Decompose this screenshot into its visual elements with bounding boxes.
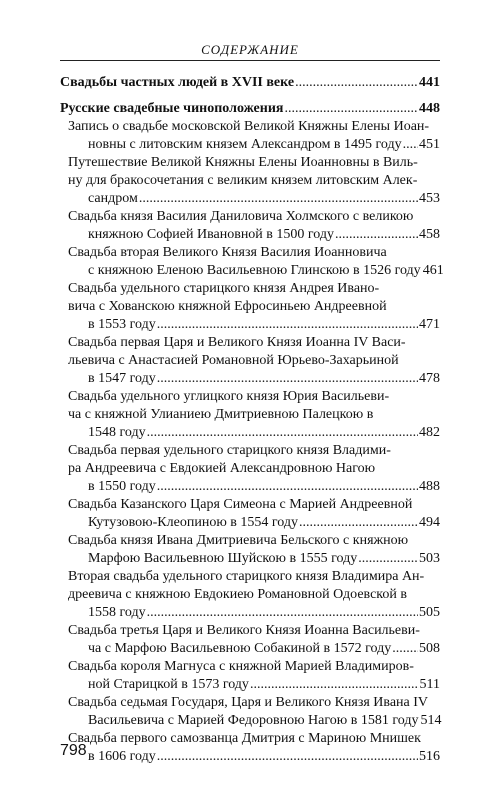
toc-entry-line: ну для бракосочетания с великим князем литовским Алек-: [68, 173, 418, 188]
dot-leader: [299, 514, 418, 532]
toc-entry: [60, 568, 440, 622]
toc-entry-title: Русские свадебные чиноположения: [60, 101, 284, 116]
toc-page-ref: 441: [419, 75, 440, 90]
toc-entry-title: в 1547 году: [88, 371, 156, 386]
toc-entry: [60, 154, 440, 208]
dot-leader: [403, 136, 418, 154]
toc-entry-last-line: [60, 712, 440, 730]
toc-entry: [60, 244, 444, 280]
toc-entry-last-line: [60, 262, 444, 280]
toc-entry-title: в 1550 году: [88, 479, 156, 494]
toc-page-ref: 453: [419, 191, 440, 206]
toc-entry-title: княжною Софией Ивановной в 1500 году: [88, 227, 335, 242]
toc-entry-line: Свадьба Казанского Царя Симеона с Марией Андреевной: [68, 497, 413, 512]
toc-entry-line: Свадьба первая Царя и Великого Князя Иоанна IV Васи-: [68, 335, 406, 350]
toc-entry-line: Свадьба третья Царя и Великого Князя Иоанна Васильеви-: [68, 623, 420, 638]
toc-entry-line: Свадьба князя Ивана Дмитриевича Бельского с княжною: [68, 533, 409, 548]
toc-page-ref: 508: [419, 641, 440, 656]
toc-entry-line: льевича с Анастасией Романовной Юрьево-Захарьиной: [68, 353, 399, 368]
toc-entry: [60, 730, 440, 766]
toc-entry-last-line: [60, 676, 440, 694]
toc-entry-last-line: [60, 136, 440, 154]
dot-leader: [392, 640, 418, 658]
toc-entry-last-line: [60, 370, 440, 388]
dot-leader: [147, 424, 418, 442]
toc-entry-title: Марфою Васильевною Шуйскою в 1555 году: [88, 551, 358, 566]
toc-entry-line: Запись о свадьбе московской Великой Княжны Елены Иоан-: [68, 119, 430, 134]
running-head: СОДЕРЖАНИЕ: [60, 42, 440, 61]
toc-entry-title: Свадьбы частных людей в XVII веке: [60, 75, 295, 90]
dot-leader: [335, 226, 418, 244]
toc-entry: [60, 208, 440, 244]
toc-entry: [60, 694, 440, 730]
toc-page-ref: 503: [419, 551, 440, 566]
toc-page-ref: 511: [419, 677, 440, 692]
toc-page-ref: 478: [419, 371, 440, 386]
toc-page-ref: 451: [419, 137, 440, 152]
toc-page-ref: 516: [419, 749, 440, 764]
dot-leader: [284, 100, 418, 118]
toc-entry: [60, 334, 440, 388]
toc-entry-last-line: [60, 316, 440, 334]
toc-entry-title: с княжною Еленою Васильевною Глинскою в 1526 году: [88, 263, 421, 278]
dot-leader: [157, 316, 418, 334]
toc-entry: [60, 388, 440, 442]
toc-entry-last-line: [60, 190, 440, 208]
toc-page: [60, 42, 444, 766]
toc-entry: [60, 280, 440, 334]
toc-page-ref: 482: [419, 425, 440, 440]
toc-entry-last-line: [60, 478, 440, 496]
toc-entry-last-line: [60, 100, 440, 118]
toc-entry-title: ной Старицкой в 1573 году: [88, 677, 249, 692]
toc-entry-title: в 1606 году: [88, 749, 156, 764]
toc-entry: [60, 622, 440, 658]
toc-entry-title: 1558 году: [88, 605, 146, 620]
toc-entry-title: в 1553 году: [88, 317, 156, 332]
toc-entry-line: вича с Хованскою княжной Ефросиньею Андреевной: [68, 299, 387, 314]
toc-entry: [60, 532, 440, 568]
dot-leader: [157, 748, 418, 766]
toc-section-entry: [60, 74, 440, 92]
toc-entry-line: Свадьба короля Магнуса с княжной Марией Владимиров-: [68, 659, 414, 674]
toc-entry: [60, 442, 440, 496]
toc-page-ref: 505: [419, 605, 440, 620]
toc-entry-line: Свадьба первого самозванца Дмитрия с Мариною Мнишек: [68, 731, 421, 746]
toc-entry-last-line: [60, 748, 440, 766]
dot-leader: [295, 74, 418, 92]
dot-leader: [147, 604, 418, 622]
toc-page-ref: 514: [420, 713, 442, 728]
toc-entry-line: ча с княжной Улианиею Дмитриевною Палецкою в: [68, 407, 374, 422]
toc-entry-line: Свадьба удельного углицкого князя Юрия Васильеви-: [68, 389, 390, 404]
toc-entry-line: Вторая свадьба удельного старицкого князя Владимира Ан-: [68, 569, 425, 584]
toc-entry-last-line: [60, 640, 440, 658]
dot-leader: [139, 190, 418, 208]
toc-entry-line: ра Андреевича с Евдокией Александровною Нагою: [68, 461, 376, 476]
table-of-contents: [60, 74, 444, 766]
toc-page-ref: 494: [419, 515, 440, 530]
toc-entry-line: Свадьба князя Василия Даниловича Холмского с великою: [68, 209, 414, 224]
dot-leader: [250, 676, 419, 694]
dot-leader: [157, 370, 418, 388]
toc-entry-title: Васильевича с Марией Федоровною Нагою в 1581 году: [88, 713, 419, 728]
toc-page-ref: 461: [422, 263, 444, 278]
dot-leader: [157, 478, 418, 496]
toc-page-ref: 458: [419, 227, 440, 242]
toc-entry-line: Свадьба первая удельного старицкого князя Владими-: [68, 443, 391, 458]
toc-entry-title: 1548 году: [88, 425, 146, 440]
toc-entry-line: Свадьба вторая Великого Князя Василия Иоанновича: [68, 245, 387, 260]
toc-entry-title: ча с Марфою Васильевною Собакиной в 1572 году: [88, 641, 392, 656]
toc-entry-last-line: [60, 604, 440, 622]
toc-entry-last-line: [60, 550, 440, 568]
toc-entry: [60, 496, 440, 532]
toc-entry: [60, 118, 440, 154]
toc-page-ref: 448: [419, 101, 440, 116]
toc-entry-title: сандром: [88, 191, 138, 206]
page-number: 798: [60, 742, 87, 759]
dot-leader: [358, 550, 418, 568]
toc-entry-title: Кутузовою-Клеопиною в 1554 году: [88, 515, 298, 530]
toc-entry-title: новны с литовским князем Александром в 1495 году: [88, 137, 402, 152]
toc-entry-line: Свадьба седьмая Государя, Царя и Великого Князя Ивана IV: [68, 695, 429, 710]
toc-entry-line: Свадьба удельного старицкого князя Андрея Ивано-: [68, 281, 380, 296]
toc-entry-line: Путешествие Великой Княжны Елены Иоанновны в Виль-: [68, 155, 418, 170]
toc-entry-last-line: [60, 74, 440, 92]
toc-section-entry: [60, 100, 440, 118]
toc-entry: [60, 658, 440, 694]
toc-entry-line: дреевича с княжною Евдокиею Романовной Одоевской в: [68, 587, 407, 602]
toc-entry-last-line: [60, 424, 440, 442]
toc-page-ref: 488: [419, 479, 440, 494]
toc-entry-last-line: [60, 514, 440, 532]
toc-entry-last-line: [60, 226, 440, 244]
toc-page-ref: 471: [419, 317, 440, 332]
